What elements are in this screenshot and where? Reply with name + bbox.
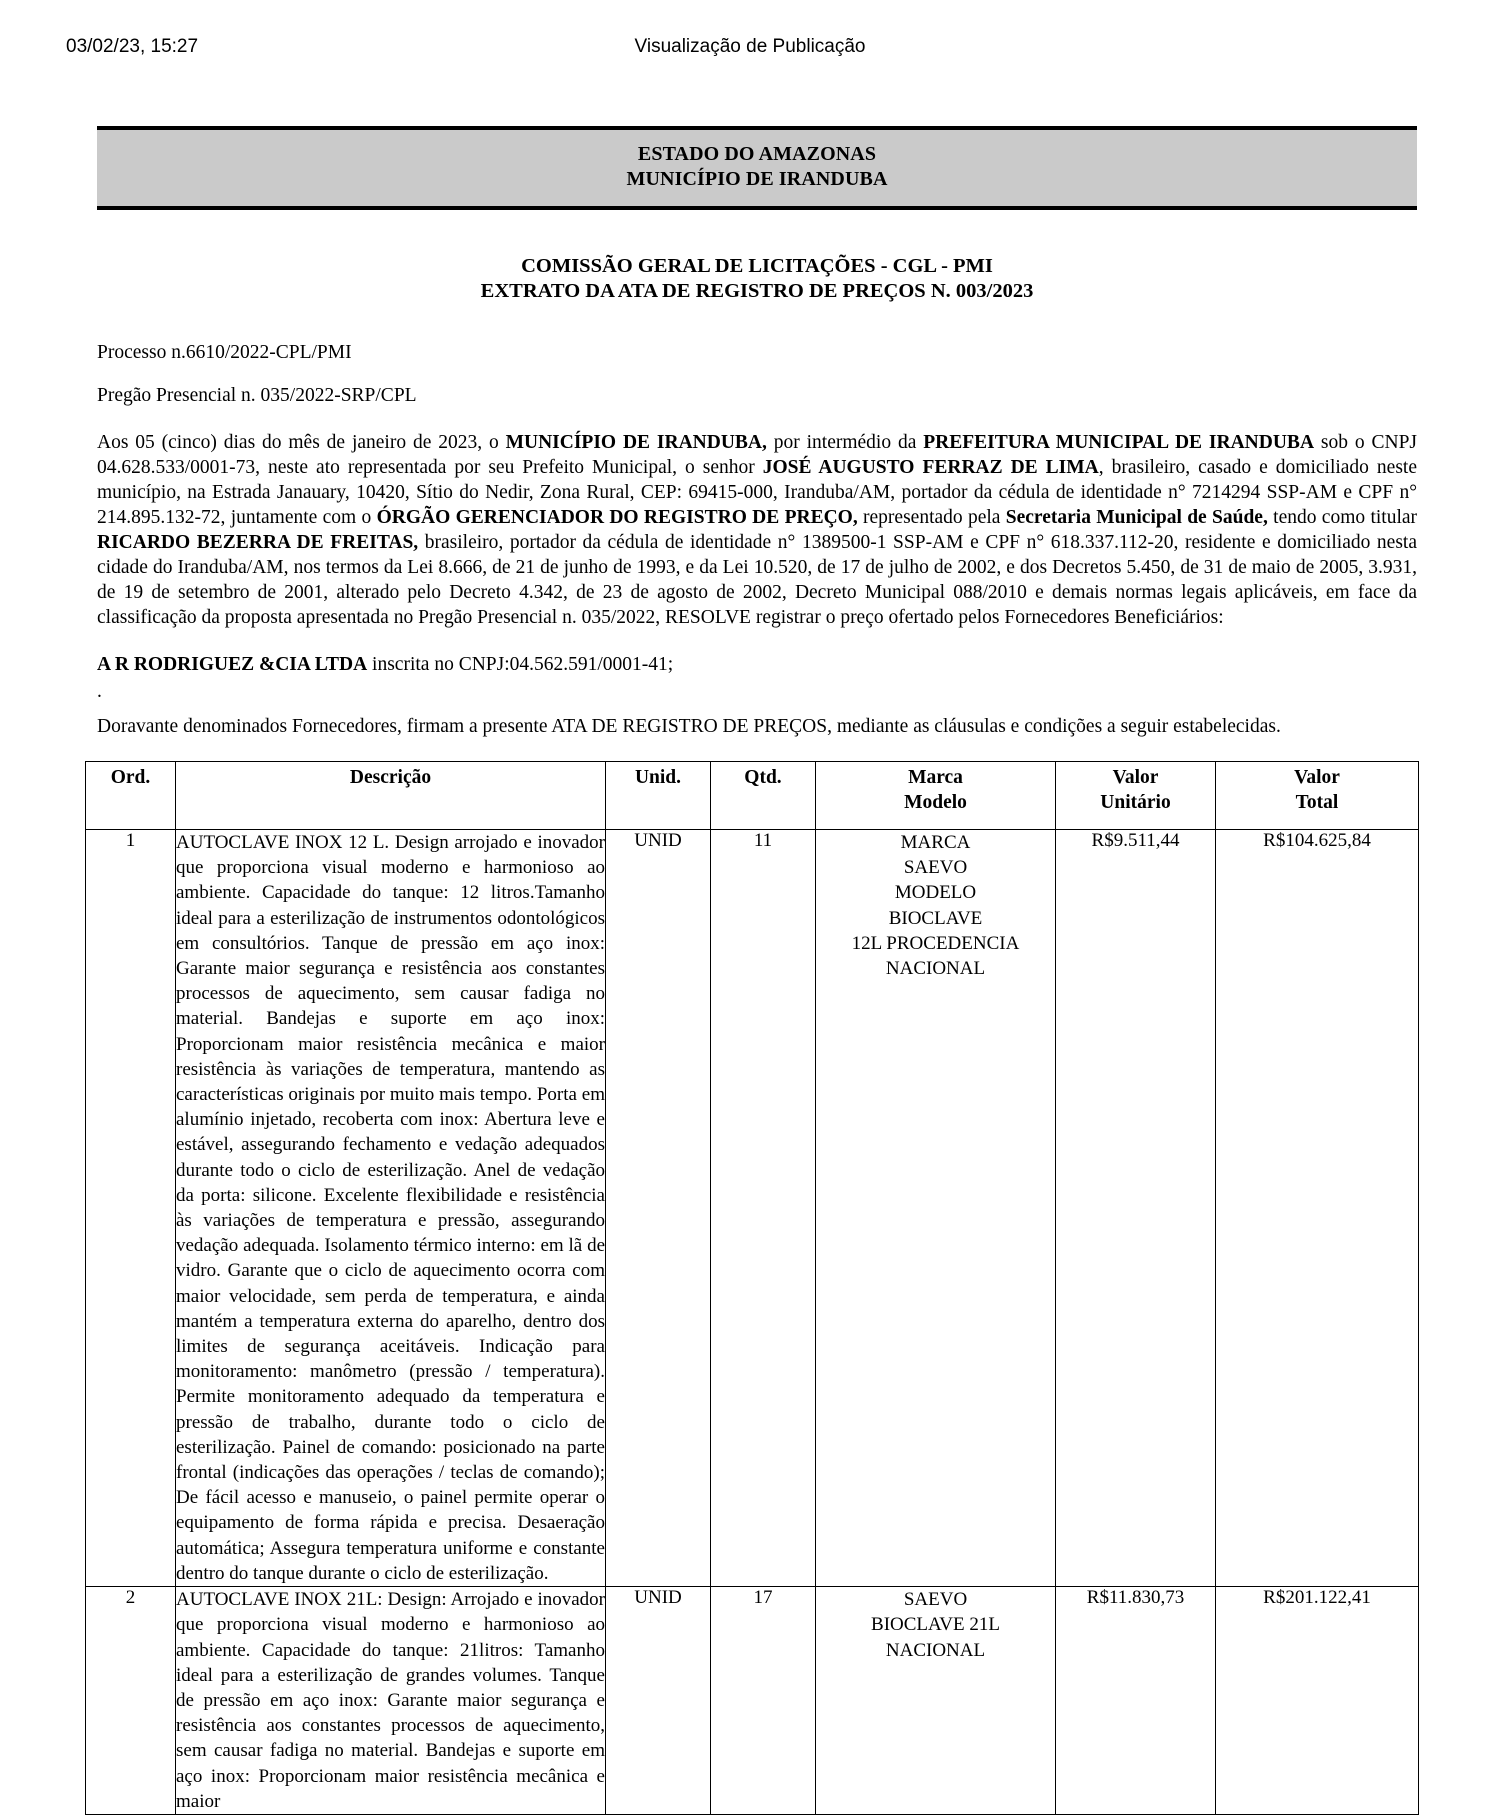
table-header-row bbox=[86, 762, 1419, 830]
title-extract: EXTRATO DA ATA DE REGISTRO DE PREÇOS N. 003/2023 bbox=[480, 280, 1034, 302]
column-header-total: Total bbox=[1295, 792, 1339, 813]
table-row bbox=[86, 1587, 1419, 1815]
column-header-valor-unitario bbox=[1056, 762, 1216, 830]
main-paragraph: Aos 05 (cinco) dias do mês de janeiro de 2023, o MUNICÍPIO DE IRANDUBA, por intermédio da PREFEITURA MUNICIPAL DE IRANDUBA sob o CNPJ 04.628.533/0001-73, neste ato representada por seu Prefeito Municipal, o senhor JOSÉ AUGUSTO FERRAZ DE LIMA, brasileiro, casado e domiciliado neste município, na Estrada Janauary, 10420, Sítio do Nedir, Zona Rural, CEP: 69415-000, Iranduba/AM, portador da cédula de identidade n° 7214294 SSP-AM e CPF n° 214.895.132-72, juntamente com o ÓRGÃO GERENCIADOR DO REGISTRO DE PREÇO, representado pela Secretaria Municipal de Saúde, tendo como titular RICARDO BEZERRA DE FREITAS, brasileiro, portador da cédula de identidade n° 1389500-1 SSP-AM e CPF n° 618.337.112-20, residente e domiciliado nesta cidade do Iranduba/AM, nos termos da Lei 8.666, de 21 de junho de 1993, e da Lei 10.520, de 17 de julho de 2002, e dos Decretos 5.450, de 31 de maio de 2005, 3.931, de 19 de setembro de 2001, alterado pelo Decreto 4.342, de 23 de agosto de 2002, Decreto Municipal 088/2010 e demais normas legais aplicáveis, em face da classificação da proposta apresentada no Pregão Presencial n. 035/2022, RESOLVE registrar o preço ofertado pelos Fornecedores Beneficiários: bbox=[97, 432, 1418, 628]
cell-valor-unitario: R$9.511,44 bbox=[1056, 830, 1216, 1587]
cell-qtd: 11 bbox=[711, 830, 816, 1587]
print-title: Visualização de Publicação bbox=[634, 36, 866, 57]
state-municipality-banner bbox=[97, 126, 1417, 210]
cell-marca-modelo bbox=[816, 830, 1056, 1587]
column-header-modelo: Modelo bbox=[904, 792, 967, 813]
cell-marca-modelo bbox=[816, 1587, 1056, 1815]
print-header bbox=[0, 34, 1500, 60]
column-header-descricao: Descrição bbox=[176, 762, 606, 830]
title-commission: COMISSÃO GERAL DE LICITAÇÕES - CGL - PMI bbox=[521, 255, 993, 277]
column-header-unitario: Unitário bbox=[1100, 792, 1171, 813]
cell-unid: UNID bbox=[606, 1587, 711, 1815]
column-header-valor-total bbox=[1216, 762, 1419, 830]
marca-modelo-line: MARCA bbox=[900, 832, 971, 853]
table-row bbox=[86, 830, 1419, 1587]
marca-modelo-line: 12L PROCEDENCIA bbox=[851, 932, 1020, 954]
banner-line-state: ESTADO DO AMAZONAS bbox=[637, 143, 877, 165]
processo-line: Processo n.6610/2022-CPL/PMI bbox=[97, 342, 352, 363]
marca-modelo-line: SAEVO bbox=[903, 857, 968, 879]
cell-ord: 2 bbox=[86, 1587, 176, 1815]
doravante-paragraph: Doravante denominados Fornecedores, firmam a presente ATA DE REGISTRO DE PREÇOS, mediante as cláusulas e condições a seguir estabelecidas. bbox=[97, 716, 1281, 737]
table-body bbox=[86, 830, 1419, 1815]
cell-unid: UNID bbox=[606, 830, 711, 1587]
column-header-marca-modelo bbox=[816, 762, 1056, 830]
document-content bbox=[97, 126, 1417, 1815]
dot-line: . bbox=[97, 681, 102, 702]
marca-modelo-line: NACIONAL bbox=[885, 1639, 986, 1661]
page-title bbox=[97, 254, 1417, 304]
marca-modelo-line: BIOCLAVE bbox=[888, 907, 983, 929]
column-header-valor-1: Valor bbox=[1112, 767, 1159, 788]
column-header-marca: Marca bbox=[908, 767, 963, 788]
cell-descricao: AUTOCLAVE INOX 21L: Design: Arrojado e inovador que proporciona visual moderno e harmonioso ao ambiente. Capacidade do tanque: 21litros: Tamanho ideal para a esterilização de grandes volumes. Tanque de pressão em aço inox: Garante maior segurança e resistência aos constantes processos de aquecimento, sem causar fadiga no material. Bandejas e suporte em aço inox: Proporcionam maior resistência mecânica e maior bbox=[176, 1587, 606, 1815]
column-header-unid: Unid. bbox=[606, 762, 711, 830]
marca-modelo-line: SAEVO bbox=[903, 1589, 968, 1611]
price-registration-table bbox=[85, 761, 1419, 1815]
marca-modelo-line: BIOCLAVE 21L bbox=[871, 1614, 1000, 1636]
marca-modelo-line: NACIONAL bbox=[885, 958, 986, 980]
cell-valor-unitario: R$11.830,73 bbox=[1056, 1587, 1216, 1815]
column-header-valor-2: Valor bbox=[1294, 767, 1340, 788]
pregao-line: Pregão Presencial n. 035/2022-SRP/CPL bbox=[97, 385, 417, 406]
cell-ord: 1 bbox=[86, 830, 176, 1587]
banner-line-municipality: MUNICÍPIO DE IRANDUBA bbox=[626, 168, 888, 190]
column-header-qtd: Qtd. bbox=[711, 762, 816, 830]
column-header-ord: Ord. bbox=[86, 762, 176, 830]
cell-qtd: 17 bbox=[711, 1587, 816, 1815]
cell-descricao: AUTOCLAVE INOX 12 L. Design arrojado e inovador que proporciona visual moderno e harmonioso ao ambiente. Capacidade do tanque: 12 litros.Tamanho ideal para a esterilização de instrumentos odontológicos em consultórios. Tanque de pressão em aço inox: Garante maior segurança e resistência aos constantes processos de aquecimento, sem causar fadiga no material. Bandejas e suporte em aço inox: Proporcionam maior resistência mecânica e maior resistência às variações de temperatura, mantendo as características originais por muito mais tempo. Porta em alumínio injetado, recoberta com inox: Abertura leve e estável, assegurando fechamento e vedação adequados durante todo o ciclo de esterilização. Anel de vedação da porta: silicone. Excelente flexibilidade e resistência às variações de temperatura e pressão, assegurando vedação adequada. Isolamento térmico interno: em lã de vidro. Garante que o ciclo de aquecimento ocorra com maior velocidade, sem perda de temperatura, e ainda mantém a temperatura externa do aparelho, dentro dos limites de segurança aceitáveis. Indicação para monitoramento: manômetro (pressão / temperatura). Permite monitoramento adequado da temperatura e pressão de trabalho, durante todo o ciclo de esterilização. Painel de comando: posicionado na parte frontal (indicações das operações / teclas de comando); De fácil acesso e manuseio, o painel permite operar o equipamento de forma rápida e precisa. Desaeração automática; Assegura temperatura uniforme e constante dentro do tanque durante o ciclo de esterilização. bbox=[176, 830, 606, 1587]
print-date: 03/02/23, 15:27 bbox=[66, 36, 199, 57]
marca-modelo-line: MODELO bbox=[894, 882, 977, 904]
fornecedor-line: A R RODRIGUEZ &CIA LTDA inscrita no CNPJ:04.562.591/0001-41; bbox=[97, 654, 674, 675]
cell-valor-total: R$201.122,41 bbox=[1216, 1587, 1419, 1815]
cell-valor-total: R$104.625,84 bbox=[1216, 830, 1419, 1587]
